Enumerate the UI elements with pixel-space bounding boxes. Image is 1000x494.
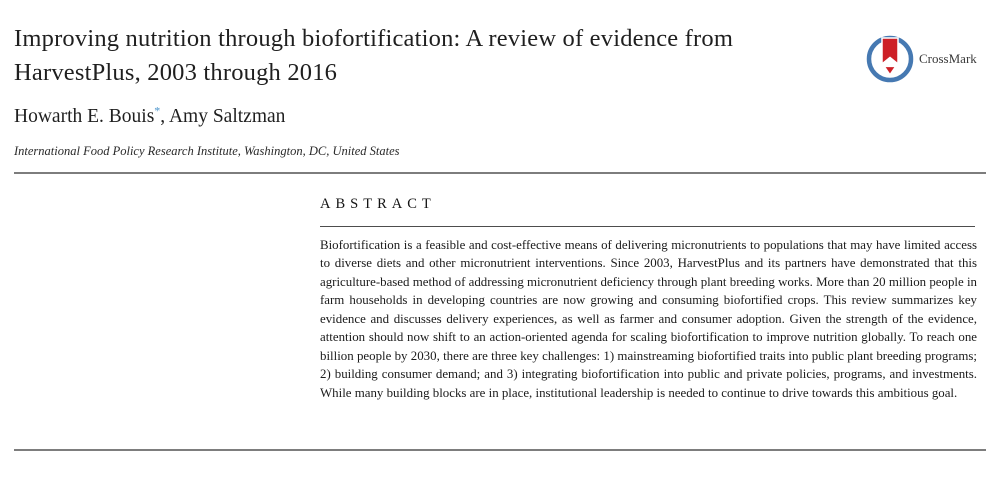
affiliation: International Food Policy Research Institute, Washington, DC, United States xyxy=(14,144,400,158)
author-name-primary: Howarth E. Bouis xyxy=(14,106,155,127)
corresponding-author-asterisk[interactable]: * xyxy=(154,103,161,118)
abstract-heading: ABSTRACT xyxy=(320,196,436,212)
paper-title: Improving nutrition through biofortification: A review of evidence from HarvestPlus, 2003 through 2016 xyxy=(14,25,734,86)
author-line xyxy=(14,103,286,128)
divider-bottom xyxy=(14,449,986,451)
abstract-text: Biofortification is a feasible and cost-effective means of delivering micronutrients to populations that may have limited access to diverse diets and other micronutrient interventions. Since 2003, HarvestPlus and its partners have demonstrated that this agriculture-based method of addressing micronutrient deficiency through plant breeding works. More than 20 million people in farm households in developing countries are now growing and consuming biofortified crops. This review summarizes key evidence and discusses delivery experiences, as well as farmer and consumer adoption. Given the strength of the evidence, attention should now shift to an action-oriented agenda for scaling biofortification to improve nutrition globally. To reach one billion people by 2030, there are three key challenges: 1) mainstreaming biofortified traits into public plant breeding programs; 2) building consumer demand; and 3) integrating biofortification into public and private policies, programs, and investments. While many building blocks are in place, institutional leadership is needed to continue to drive towards this ambitious goal. xyxy=(320,238,977,400)
divider-top xyxy=(14,172,986,174)
crossmark-badge[interactable] xyxy=(866,35,977,83)
crossmark-label: CrossMark xyxy=(919,51,977,66)
abstract-section xyxy=(320,196,977,402)
author-name-secondary: , Amy Saltzman xyxy=(160,106,286,127)
crossmark-icon xyxy=(866,35,914,83)
abstract-divider xyxy=(320,226,975,227)
